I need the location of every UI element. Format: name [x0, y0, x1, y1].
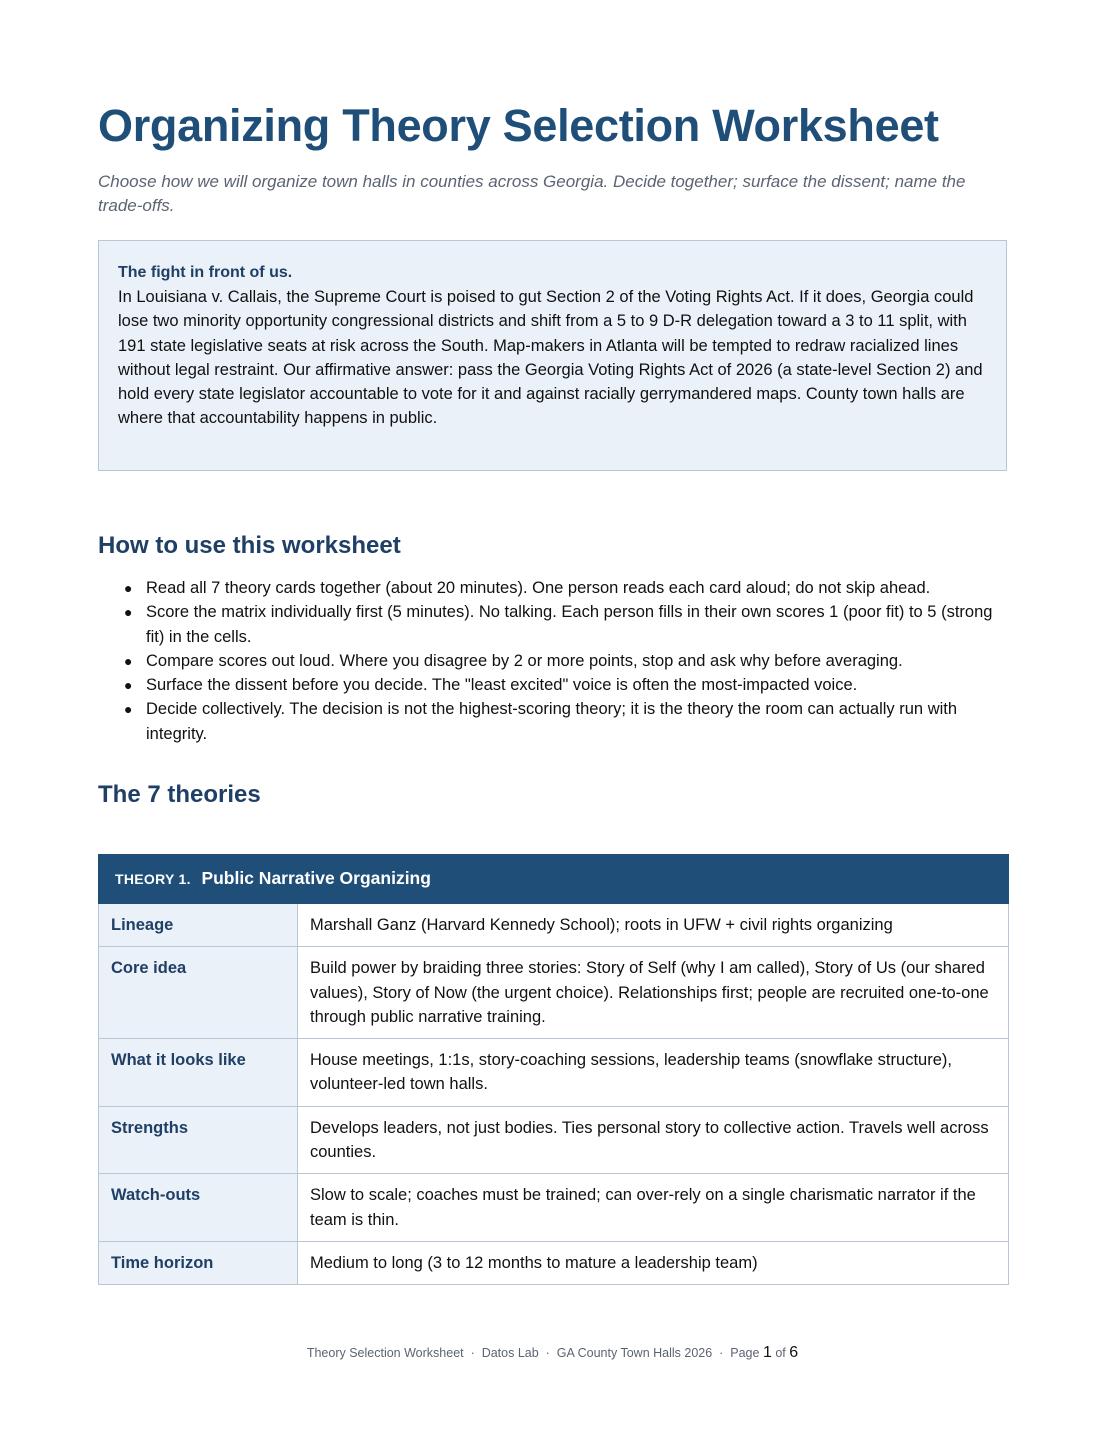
row-value: Build power by braiding three stories: Story of Self (why I am called), Story of Us (our shared values), Story of Now (the urgent choice). Relationships first; people are recruited one-to-one through public narrative training.	[298, 947, 1009, 1039]
row-value: Medium to long (3 to 12 months to mature a leadership team)	[298, 1241, 1009, 1284]
row-label: Lineage	[99, 904, 298, 947]
table-row	[99, 904, 1009, 947]
footer-page-total: 6	[789, 1344, 799, 1361]
footer-separator: ·	[470, 1346, 475, 1360]
theories-heading: The 7 theories	[98, 781, 261, 808]
step-item: ● Read all 7 theory cards together (about 20 minutes). One person reads each card aloud; do not skip ahead.	[146, 576, 1009, 600]
context-callout	[98, 240, 1007, 471]
table-row	[99, 1106, 1009, 1174]
footer-separator: ·	[545, 1346, 550, 1360]
row-value: House meetings, 1:1s, story-coaching sessions, leadership teams (snowflake structure), volunteer-led town halls.	[298, 1039, 1009, 1107]
step-item: ● Compare scores out loud. Where you disagree by 2 or more points, stop and ask why before averaging.	[146, 649, 1009, 673]
row-label: What it looks like	[99, 1039, 298, 1107]
row-label: Watch-outs	[99, 1174, 298, 1242]
row-label: Strengths	[99, 1106, 298, 1174]
callout-body: In Louisiana v. Callais, the Supreme Court is poised to gut Section 2 of the Voting Rights Act. If it does, Georgia could lose two minority opportunity congressional districts and shift from a 5 to 9 D-R delegation toward a 3 to 11 split, with 191 state legislative seats at risk across the South. Map-makers in Atlanta will be tempted to redraw racialized lines without legal restraint. Our affirmative answer: pass the Georgia Voting Rights Act of 2026 (a state-level Section 2) and hold every state legislator accountable to vote for it and against racially gerrymandered maps. County town halls are where that accountability happens in public.	[118, 288, 983, 428]
step-item: ● Score the matrix individually first (5 minutes). No talking. Each person fills in their own scores 1 (poor fit) to 5 (strong fit) in the cells.	[146, 600, 1009, 649]
footer-page-number: 1	[762, 1344, 772, 1361]
footer-separator: ·	[719, 1346, 724, 1360]
footer-page-word: Page	[730, 1346, 760, 1360]
bullet-icon: ●	[124, 701, 133, 718]
bullet-icon: ●	[124, 580, 133, 596]
row-value: Marshall Ganz (Harvard Kennedy School); roots in UFW + civil rights organizing	[298, 904, 1009, 947]
page-title: Organizing Theory Selection Worksheet	[98, 100, 939, 151]
how-to-steps	[98, 576, 1009, 746]
footer-doc-name: Theory Selection Worksheet	[306, 1346, 464, 1360]
footer-org: Datos Lab	[481, 1346, 539, 1360]
bullet-icon: ●	[124, 677, 133, 694]
bullet-icon: ●	[124, 604, 133, 621]
table-row	[99, 947, 1009, 1039]
row-value: Develops leaders, not just bodies. Ties personal story to collective action. Travels well across counties.	[298, 1106, 1009, 1174]
row-label: Core idea	[99, 947, 298, 1039]
footer-of-word: of	[775, 1346, 786, 1360]
row-value: Slow to scale; coaches must be trained; can over-rely on a single charismatic narrator if the team is thin.	[298, 1174, 1009, 1242]
theory-number: THEORY 1.	[115, 871, 191, 888]
footer-project: GA County Town Halls 2026	[556, 1346, 713, 1360]
callout-title: The fight in front of us.	[118, 264, 293, 281]
table-row	[99, 1039, 1009, 1107]
step-item: ● Decide collectively. The decision is not the highest-scoring theory; it is the theory the room can actually run with integrity.	[146, 697, 1009, 746]
row-label: Time horizon	[99, 1241, 298, 1284]
how-to-heading: How to use this worksheet	[98, 532, 401, 559]
step-item: ● Surface the dissent before you decide. The "least excited" voice is often the most-impacted voice.	[146, 673, 1009, 697]
page-subtitle: Choose how we will organize town halls in counties across Georgia. Decide together; surface the dissent; name the trade-offs.	[98, 172, 966, 215]
theory-name: Public Narrative Organizing	[201, 868, 431, 889]
theory-header	[99, 855, 1009, 904]
page-footer	[0, 1344, 1105, 1362]
bullet-icon: ●	[124, 652, 133, 669]
table-row	[99, 1241, 1009, 1284]
table-row	[99, 1174, 1009, 1242]
theory-card-table	[98, 854, 1009, 1285]
